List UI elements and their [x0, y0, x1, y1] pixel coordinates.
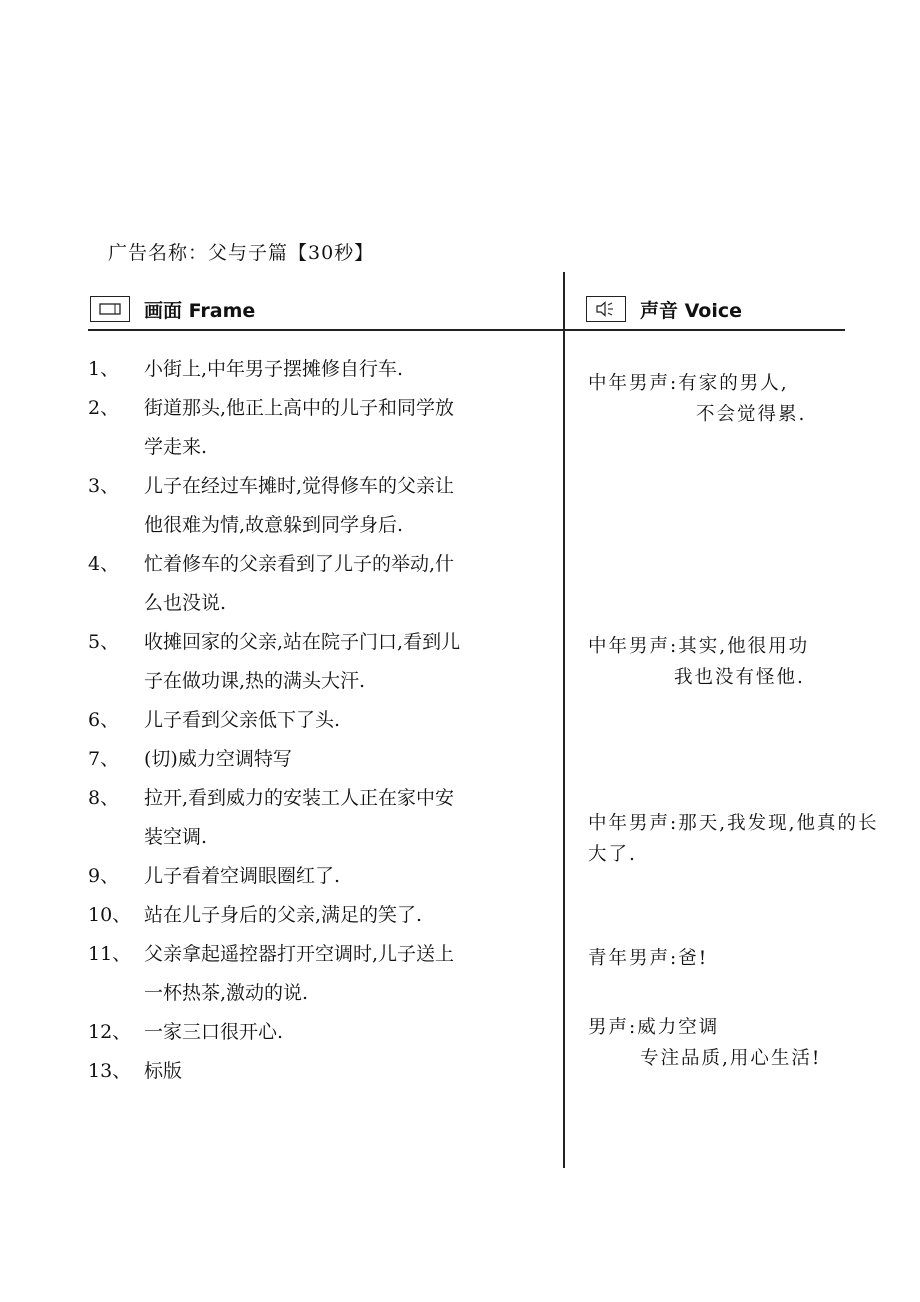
frame-item — [88, 935, 538, 974]
voice-column-label: 声音 Voice — [640, 299, 742, 322]
frame-number: 9、 — [88, 865, 120, 887]
frame-item-continuation — [88, 974, 538, 1013]
frame-item — [88, 1013, 538, 1052]
frame-item — [88, 467, 538, 506]
frame-text: 拉开,看到威力的安装工人正在家中安 — [144, 787, 455, 809]
frame-item-continuation — [88, 584, 538, 623]
frame-number: 12、 — [88, 1021, 132, 1043]
frame-number: 10、 — [88, 904, 132, 926]
frame-item-continuation — [88, 428, 538, 467]
frame-item — [88, 896, 538, 935]
frame-list — [88, 350, 538, 1091]
frame-header-rule — [88, 329, 563, 331]
frame-item-continuation — [88, 818, 538, 857]
voice-text: 不会觉得累. — [696, 404, 807, 425]
frame-column-header — [90, 294, 255, 324]
frame-item — [88, 740, 538, 779]
frame-text: 儿子看着空调眼圈红了. — [144, 865, 341, 887]
tv-frame-icon — [90, 296, 130, 322]
ad-title: 广告名称：父与子篇【30秒】 — [108, 242, 375, 264]
voice-text: 青年男声:爸! — [588, 948, 709, 969]
frame-item — [88, 389, 538, 428]
frame-number: 11、 — [88, 943, 132, 965]
frame-text: 他很难为情,故意躲到同学身后. — [144, 514, 404, 536]
frame-text: 么也没说. — [144, 592, 227, 614]
frame-number: 4、 — [88, 553, 120, 575]
frame-item — [88, 779, 538, 818]
frame-column-label: 画面 Frame — [144, 299, 256, 322]
voice-line — [588, 943, 898, 974]
voice-text: 大了. — [588, 844, 637, 865]
frame-item — [88, 545, 538, 584]
frame-text: 标版 — [144, 1060, 183, 1082]
voice-text: 中年男声:其实,他很用功 — [588, 636, 810, 657]
frame-text: 忙着修车的父亲看到了儿子的举动,什 — [144, 553, 455, 575]
frame-item-continuation — [88, 662, 538, 701]
frame-text: 一家三口很开心. — [144, 1021, 284, 1043]
column-divider — [563, 272, 565, 1168]
frame-number: 1、 — [88, 358, 120, 380]
frame-item — [88, 701, 538, 740]
voice-line — [588, 368, 898, 430]
frame-text: 收摊回家的父亲,站在院子门口,看到儿 — [144, 631, 461, 653]
voice-column-header — [586, 294, 742, 324]
frame-text: 学走来. — [144, 436, 208, 458]
voice-line — [588, 631, 898, 693]
frame-number: 6、 — [88, 709, 120, 731]
voice-text: 我也没有怪他. — [674, 667, 805, 688]
frame-number: 2、 — [88, 397, 120, 419]
frame-text: 一杯热茶,激动的说. — [144, 982, 309, 1004]
frame-text: 街道那头,他正上高中的儿子和同学放 — [144, 397, 455, 419]
frame-text: 站在儿子身后的父亲,满足的笑了. — [144, 904, 423, 926]
speaker-icon — [586, 296, 626, 322]
frame-item — [88, 1052, 538, 1091]
frame-text: 父亲拿起遥控器打开空调时,儿子送上 — [144, 943, 455, 965]
frame-item — [88, 857, 538, 896]
voice-text: 专注品质,用心生活! — [640, 1048, 822, 1069]
voice-text: 男声:威力空调 — [588, 1017, 720, 1038]
frame-text: (切)威力空调特写 — [144, 748, 292, 770]
voice-line — [588, 1012, 898, 1074]
frame-text: 子在做功课,热的满头大汗. — [144, 670, 366, 692]
frame-item — [88, 623, 538, 662]
frame-item — [88, 350, 538, 389]
voice-line — [588, 808, 898, 870]
voice-text: 中年男声:有家的男人, — [588, 373, 789, 394]
frame-number: 8、 — [88, 787, 120, 809]
voice-text: 中年男声:那天,我发现,他真的长 — [588, 813, 879, 834]
frame-text: 装空调. — [144, 826, 208, 848]
frame-number: 3、 — [88, 475, 120, 497]
voice-header-rule — [565, 329, 845, 331]
frame-number: 5、 — [88, 631, 120, 653]
frame-number: 7、 — [88, 748, 120, 770]
frame-text: 儿子在经过车摊时,觉得修车的父亲让 — [144, 475, 455, 497]
frame-item-continuation — [88, 506, 538, 545]
frame-number: 13、 — [88, 1060, 132, 1082]
frame-text: 儿子看到父亲低下了头. — [144, 709, 341, 731]
frame-text: 小街上,中年男子摆摊修自行车. — [144, 358, 404, 380]
